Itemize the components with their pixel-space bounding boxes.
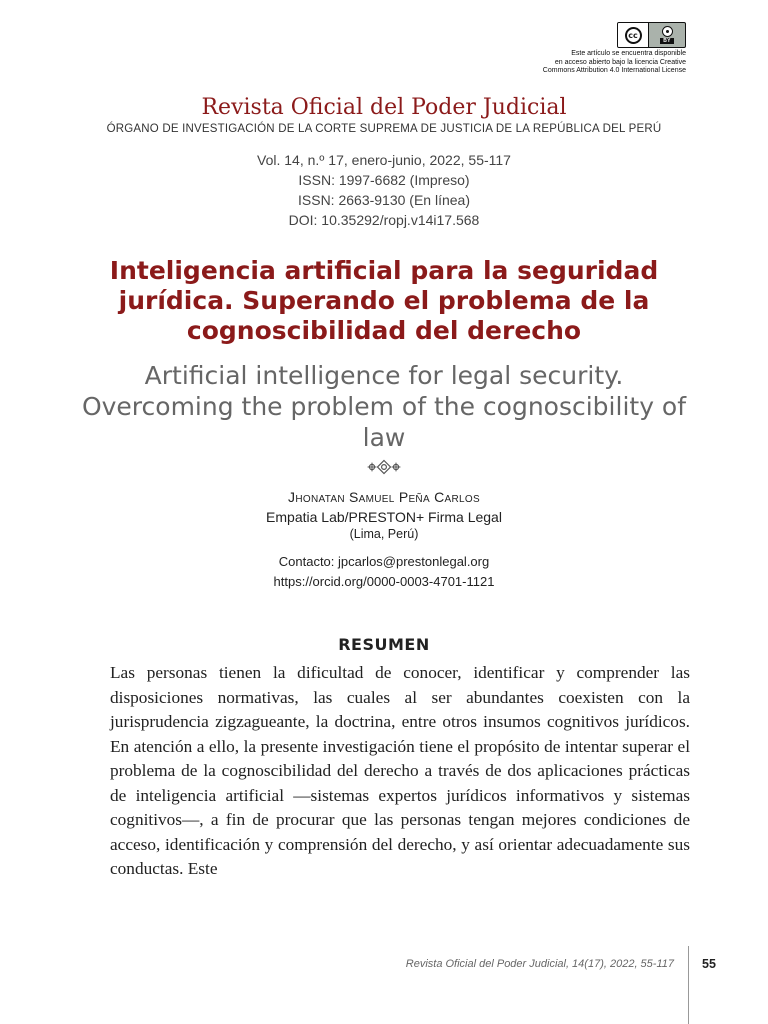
license-text: Este artículo se encuentra disponible en acceso abierto bajo la licencia Creative Commons Attribution 4.0 International License bbox=[542, 50, 686, 74]
abstract-heading: RESUMEN bbox=[338, 635, 430, 654]
issn-print: ISSN: 1997-6682 (Impreso) bbox=[298, 172, 470, 188]
article-title-english: Artificial intelligence for legal security. Overcoming the problem of the cognoscibility of law bbox=[81, 361, 687, 452]
publication-metadata bbox=[0, 150, 768, 230]
author-name: Jhonatan Samuel Peña Carlos bbox=[288, 489, 480, 505]
author-contact bbox=[0, 552, 768, 592]
ornament-divider bbox=[0, 459, 768, 480]
contact-email[interactable]: Contacto: jpcarlos@prestonlegal.org bbox=[278, 554, 490, 569]
cc-by-license-badge[interactable] bbox=[617, 22, 686, 48]
page-number: 55 bbox=[702, 957, 716, 971]
article-title-spanish: Inteligencia artificial para la seguridad jurídica. Superando el problema de la cognoscibilidad del derecho bbox=[109, 256, 659, 345]
author-location: (Lima, Perú) bbox=[349, 527, 419, 541]
doi[interactable]: DOI: 10.35292/ropj.v14i17.568 bbox=[288, 212, 480, 228]
ornament-icon bbox=[367, 459, 401, 475]
cc-icon: cc bbox=[618, 23, 649, 47]
license-block bbox=[543, 22, 686, 76]
footer-divider bbox=[688, 946, 689, 1024]
author-affiliation: Empatia Lab/PRESTON+ Firma Legal bbox=[266, 509, 502, 525]
journal-organ: ÓRGANO DE INVESTIGACIÓN DE LA CORTE SUPREMA DE JUSTICIA DE LA REPÚBLICA DEL PERÚ bbox=[106, 123, 662, 135]
abstract-body: Las personas tienen la dificultad de conocer, identificar y comprender las disposiciones normativas, las cuales al ser abundantes coexisten con la jurisprudencia zigzagueante, la doctrina, entre otros insumos cognitivos jurídicos. En atención a ello, la presente investigación tiene el propósito de intentar superar el problema de la cognoscibilidad del derecho a través de dos aplicaciones prácticas de inteligencia artificial —sistemas expertos jurídicos informativos y sistemas cognitivos—, a fin de procurar que las personas tengan mejores condiciones de acceso, identificación y comprensión del derecho, y así orientar adecuadamente sus conductas. Este bbox=[110, 663, 690, 878]
footer-citation: Revista Oficial del Poder Judicial, 14(17), 2022, 55-117 bbox=[405, 958, 674, 970]
volume-info: Vol. 14, n.º 17, enero-junio, 2022, 55-117 bbox=[257, 152, 511, 168]
attribution-icon: BY bbox=[649, 23, 685, 47]
issn-online: ISSN: 2663-9130 (En línea) bbox=[298, 192, 470, 208]
journal-name: Revista Oficial del Poder Judicial bbox=[201, 95, 567, 120]
orcid-link[interactable]: https://orcid.org/0000-0003-4701-1121 bbox=[273, 574, 495, 589]
